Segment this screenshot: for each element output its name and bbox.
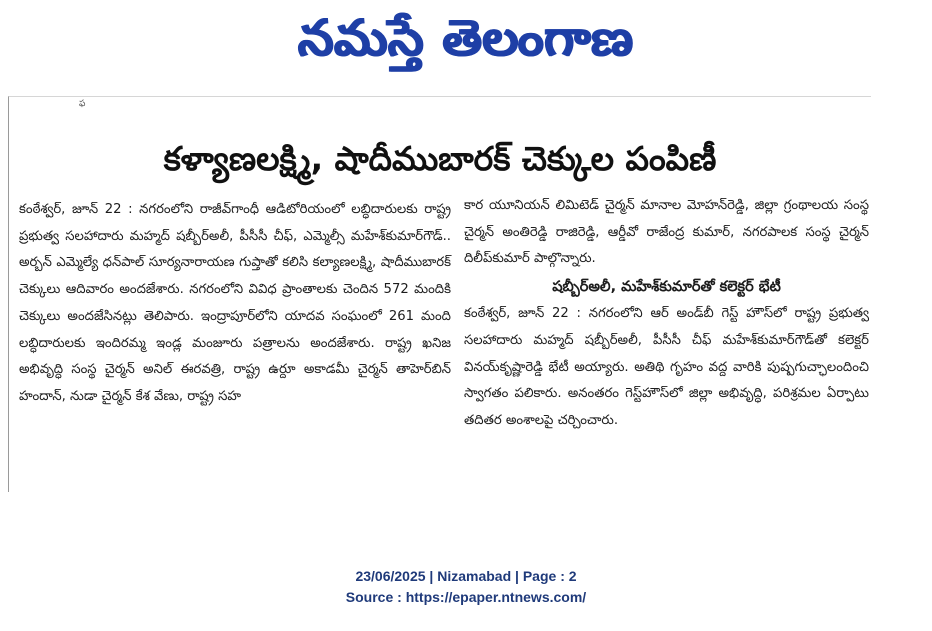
edition-info: 23/06/2025 | Nizamabad | Page : 2	[355, 568, 577, 584]
page-footer	[0, 566, 932, 608]
article-column-right	[464, 193, 869, 435]
article-headline: కళ్యాణలక్ష్మి, షాదీముబారక్ చెక్కుల పంపిణీ	[163, 139, 717, 178]
article-paragraph: కార యూనియన్ లిమిటెడ్ చైర్మన్ మానాల మోహన్‌రెడ్డి, జిల్లా గ్రంథాలయ సంస్థ చైర్మన్ అంతిరెడ్డి రాజిరెడ్డి, ఆర్డీవో రాజేంద్ర కుమార్, నగరపాలక సంస్థ చైర్మన్ దిలీప్‌కుమార్ పాల్గొన్నారు.	[464, 198, 869, 267]
article-subheading: షబ్బీర్‌అలీ, మహేశ్‌కుమార్‌తో కలెక్టర్ భేటీ	[552, 279, 781, 296]
clip-marker: ఫ	[79, 99, 86, 109]
article-paragraph: కంఠేశ్వర్, జూన్ 22 : నగరంలోని ఆర్ అండ్‌బీ గెస్ట్ హౌస్‌లో రాష్ట్ర ప్రభుత్వ సలహాదారు మహ్మద్ షబ్బీర్‌అలీ, పీసీసీ చీఫ్ మహేశ్‌కుమార్‌గౌడ్‌తో కలెక్టర్ వినయ్‌కృష్ణారెడ్డి భేటీ అయ్యారు. అతిథి గృహం వద్ద వారికి పుష్పగుచ్ఛాలందించి స్వాగతం పలికారు. అనంతరం గెస్ట్‌హౌస్‌లో జిల్లా అభివృద్ధి, పరిశ్రమల ఏర్పాటు తదితర అంశాలపై చర్చించారు.	[464, 306, 869, 428]
article-column-left	[19, 197, 451, 411]
newspaper-masthead: నమస్తే తెలంగాణ	[298, 9, 634, 67]
news-clipping	[8, 96, 871, 492]
article-paragraph: కంఠేశ్వర్, జూన్ 22 : నగరంలోని రాజీవ్‌గాంధీ ఆడిటోరియంలో లబ్ధిదారులకు రాష్ట్ర ప్రభుత్వ సలహాదారు మహ్మద్ షబ్బీర్‌అలీ, పీసీసీ చీఫ్, ఎమ్మెల్సీ మహేశ్‌కుమార్‌గౌడ్.. అర్బన్ ఎమ్మెల్యే ధన్‌పాల్ సూర్యనారాయణ గుప్తాతో కలిసి కల్యాణలక్ష్మి, షాదీముబారక్ చెక్కులు ఆదివారం అందజేశారు. నగరంలోని వివిధ ప్రాంతాలకు చెందిన 572 మందికి చెక్కులు అందజేసినట్లు తెలిపారు. ఇంద్రాపూర్‌లోని యాదవ సంఘంలో 261 మంది లబ్ధిదారులకు ఇందిరమ్మ ఇండ్ల మంజూరు పత్రాలను అందజేశారు. రాష్ట్ర ఖనిజ అభివృద్ధి సంస్థ చైర్మన్ అనిల్ ఈరవత్రి, రాష్ట్ర ఉర్దూ అకాడమీ చైర్మన్ తాహెర్‌బిన్ హందాన్, నుడా చైర్మన్ కేశ వేణు, రాష్ట్ర సహ	[19, 202, 451, 404]
source-link[interactable]: Source : https://epaper.ntnews.com/	[345, 589, 587, 605]
